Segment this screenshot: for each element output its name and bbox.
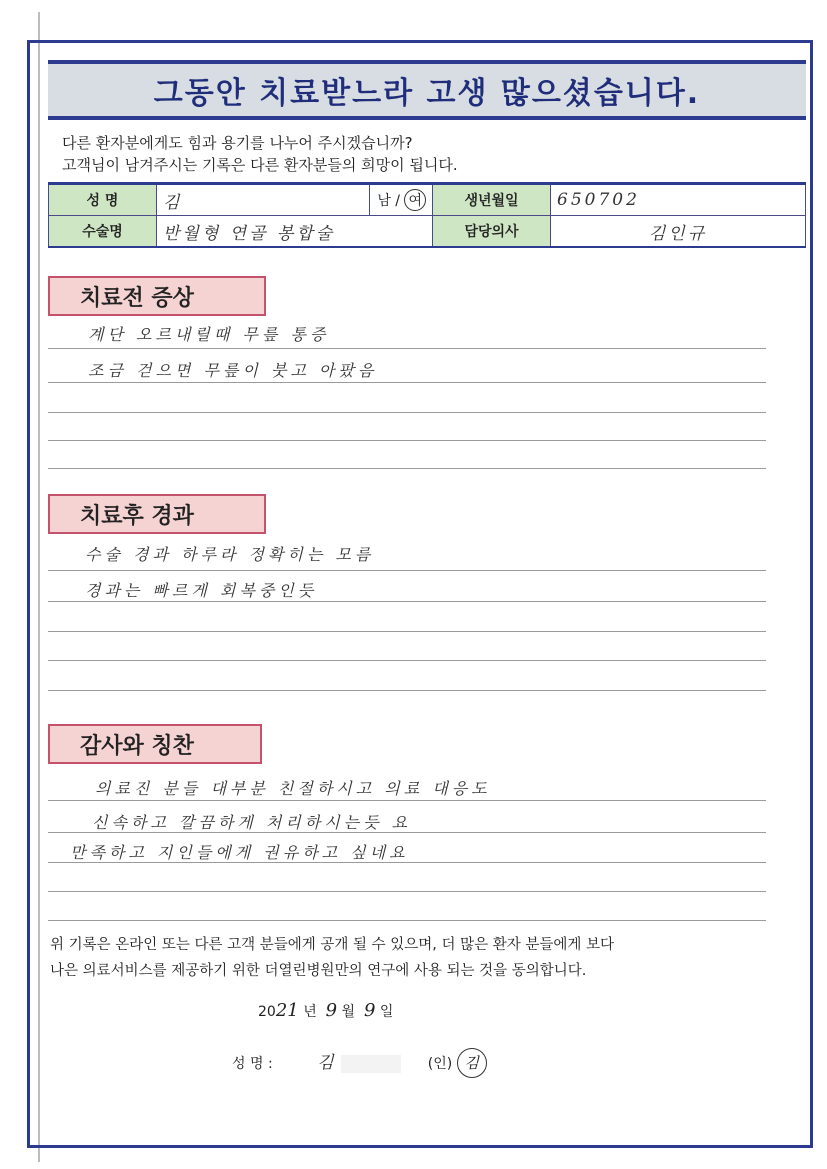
rule-line — [48, 800, 766, 801]
doctor-label: 담당의사 — [433, 216, 551, 248]
date-month: 9 — [325, 1000, 338, 1021]
info-row-1 — [49, 184, 806, 216]
gender-cell — [370, 184, 433, 216]
rule-line — [48, 690, 766, 691]
consent-line-2: 나은 의료서비스를 제공하기 위한 더열린병원만의 연구에 사용 되는 것을 동의합니다. — [50, 963, 587, 979]
rule-line — [48, 382, 766, 383]
date-month-unit: 월 — [341, 1004, 356, 1020]
section-after-title: 치료후 경과 — [48, 494, 266, 534]
gender-male-label: 남 / — [377, 193, 401, 209]
doctor-cell — [551, 216, 806, 248]
birth-label: 생년월일 — [433, 184, 551, 216]
rule-line — [48, 920, 766, 921]
patient-info-table — [48, 182, 806, 248]
rule-line — [48, 891, 766, 892]
date-prefix: 20 — [258, 1004, 276, 1020]
before-line-1: 계단 오르내릴때 무릎 통증 — [88, 325, 330, 344]
date-year: 21 — [275, 1000, 299, 1021]
after-line-1: 수술 경과 하루라 정확히는 모름 — [85, 545, 375, 564]
birth-cell — [551, 184, 806, 216]
page-title: 그동안 치료받느라 고생 많으셨습니다. — [153, 76, 701, 111]
date-day-unit: 일 — [379, 1004, 394, 1020]
before-line-2: 조금 걷으면 무릎이 붓고 아팠음 — [88, 361, 378, 380]
date-year-unit: 년 — [303, 1004, 317, 1020]
name-cell — [157, 184, 370, 216]
seal-label: (인) — [427, 1056, 453, 1072]
thanks-line-1: 의료진 분들 대부분 친절하시고 의료 대응도 — [95, 779, 491, 798]
rule-line — [48, 570, 766, 571]
title-banner — [48, 60, 806, 120]
rule-line — [48, 862, 766, 863]
signature-name: 김 — [317, 1053, 337, 1073]
rule-line — [48, 832, 766, 833]
consent-line-1: 위 기록은 온라인 또는 다른 고객 분들에게 공개 될 수 있으며, 더 많은 환자 분들에게 보다 — [50, 937, 614, 953]
rule-line — [48, 631, 766, 632]
name-value: 김 — [163, 192, 183, 213]
name-label: 성 명 — [49, 184, 157, 216]
seal-mark: 김 — [457, 1048, 487, 1078]
date-day: 9 — [363, 1000, 376, 1021]
date-row — [258, 1000, 393, 1021]
rule-line — [48, 440, 766, 441]
intro-line-2: 고객님이 남겨주시는 기록은 다른 환자분들의 희망이 됩니다. — [62, 156, 458, 174]
birth-value: 650702 — [557, 190, 640, 210]
signature-row — [232, 1048, 487, 1078]
gender-female-circled: 여 — [404, 189, 426, 211]
surgery-label: 수술명 — [49, 216, 157, 248]
thanks-line-3: 만족하고 지인들에게 권유하고 싶네요 — [70, 843, 409, 862]
rule-line — [48, 601, 766, 602]
thanks-line-2: 신속하고 깔끔하게 처리하시는듯 요 — [92, 813, 412, 832]
section-thanks-title: 감사와 칭찬 — [48, 724, 262, 764]
rule-line — [48, 412, 766, 413]
rule-line — [48, 660, 766, 661]
info-row-2 — [49, 216, 806, 248]
surgery-cell — [157, 216, 433, 248]
signature-label: 성 명 : — [232, 1056, 273, 1072]
after-line-2: 경과는 빠르게 회복중인듯 — [85, 581, 318, 600]
intro-line-1: 다른 환자분에게도 힘과 용기를 나누어 주시겠습니까? — [62, 134, 413, 152]
rule-line — [48, 348, 766, 349]
surgery-value: 반월형 연골 봉합술 — [163, 223, 336, 244]
redaction-block — [341, 1055, 401, 1073]
rule-line — [48, 468, 766, 469]
section-before-title: 치료전 증상 — [48, 276, 266, 316]
doctor-value: 김인규 — [648, 223, 708, 244]
